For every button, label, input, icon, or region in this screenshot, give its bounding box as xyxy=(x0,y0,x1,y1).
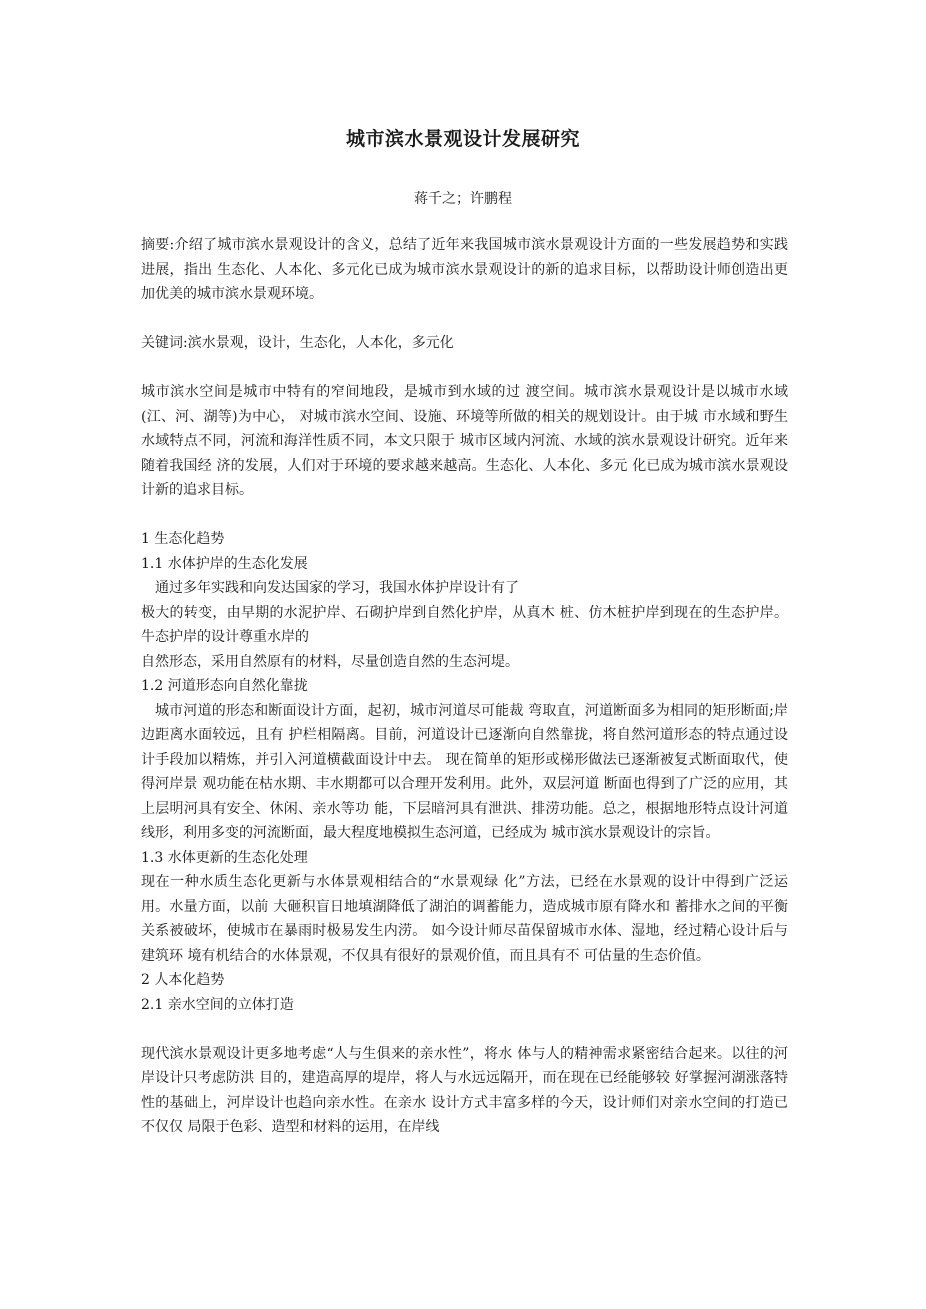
section-1-heading: 1 生态化趋势 xyxy=(141,531,225,547)
keywords-line: 关键词:滨水景观，设计，生态化，人本化，多元化 xyxy=(141,335,454,351)
section-1-1-line-3: 自然形态，采用自然原有的材料，尽量创造自然的生态河堤。 xyxy=(141,653,519,670)
section-2-1-paragraph: 现代滨水景观设计更多地考虑“人与生俱来的亲水性”，将水 体与人的精神需求紧密结合起来。以往的河岸设计只考虑防洪 目的，建造高厚的堤岸，将人与水远远隔开，而在现在已经能够较 好掌握河湖涨落特性的基础上，河岸设计也趋向亲水性。在亲水 设计方式丰富多样的今天，设计师们对亲水空间的打造已不仅仅 局限于色彩、造型和材料的运用，在岸线 xyxy=(141,1045,788,1135)
section-1-2-heading: 1.2 河道形态向自然化靠拢 xyxy=(141,678,308,694)
section-1-1-line-1: 通过多年实践和向发达国家的学习，我国水体护岸设计有了 xyxy=(155,580,519,596)
paper-authors: 蒋千之；许鹏程 xyxy=(414,191,512,207)
intro-paragraph: 城市滨水空间是城市中特有的窄间地段，是城市到水域的过 渡空间。城市滨水景观设计是以城市水域(江、河、湖等)为中心， 对城市滨水空间、设施、环境等所做的相关的规划设计。由于城 市水域和野生水域特点不同，河流和海洋性质不同，本文只限于 城市区域内河流、水域的滨水景观设计研究。近年来随着我国经 济的发展，人们对于环境的要求越来越高。生态化、人本化、多元 化已成为城市滨水景观设计新的追求目标。 xyxy=(141,384,788,498)
section-1-3-heading: 1.3 水体更新的生态化处理 xyxy=(141,849,308,866)
paper-body xyxy=(141,233,788,1140)
section-1-3-paragraph: 现在一种水质生态化更新与水体景观相结合的“水景观绿 化”方法，已经在水景观的设计中得到广泛运用。水量方面，以前 大砸积盲日地填湖降低了湖泊的调蓄能力，造成城市原有降水和 蓄排水之间的平衡关系被破坏，使城市在暴雨时极易发生内涝。 如今设计师尽苗保留城市水体、湿地，经过精心设计后与建筑环 境有机结合的水体景观，不仅具有很好的景观价值，而且具有不 可估量的生态价值。 xyxy=(141,874,788,964)
paper-title: 城市滨水景观设计发展研究 xyxy=(345,128,580,150)
section-1-1-line-2: 极大的转变，由早期的水泥护岸、石砌护岸到自然化护岸，从真木 桩、仿木桩护岸到现在的生态护岸。牛态护岸的设计尊重水岸的 xyxy=(141,604,788,645)
section-1-2-paragraph: 城市河道的形态和断面设计方面，起初，城市河道尽可能裁 弯取直，河道断面多为相同的矩形断面;岸边距离水面较远，且有 护栏相隔离。目前，河道设计已逐渐向自然靠拢，将自然河道形态的特点通过设计手段加以精炼，并引入河道横截面设计中去。 现在简单的矩形或梯形做法已逐渐被复式断面取代，使得河岸景 观功能在枯水期、丰水期都可以合理开发利用。此外，双层河道 断面也得到了广泛的应用，其上层明河具有安全、休闲、亲水等功 能，下层暗河具有泄洪、排涝功能。总之，根据地形特点设计河道 线形，利用多变的河流断面，最大程度地模拟生态河道，已经成为 城市滨水景观设计的宗旨。 xyxy=(141,702,788,841)
section-1-1-heading: 1.1 水体护岸的生态化发展 xyxy=(141,555,308,572)
section-2-1-heading: 2.1 亲水空间的立体打造 xyxy=(141,996,294,1013)
section-2-heading: 2 人本化趋势 xyxy=(141,972,225,988)
abstract-paragraph: 摘要:介绍了城市滨水景观设计的含义，总结了近年来我国城市滨水景观设计方面的一些发展趋势和实践进展，指出 生态化、人本化、多元化已成为城市滨水景观设计的新的追求目标，以帮助设计师创造出更加优美的城市滨水景观环境。 xyxy=(141,237,788,302)
